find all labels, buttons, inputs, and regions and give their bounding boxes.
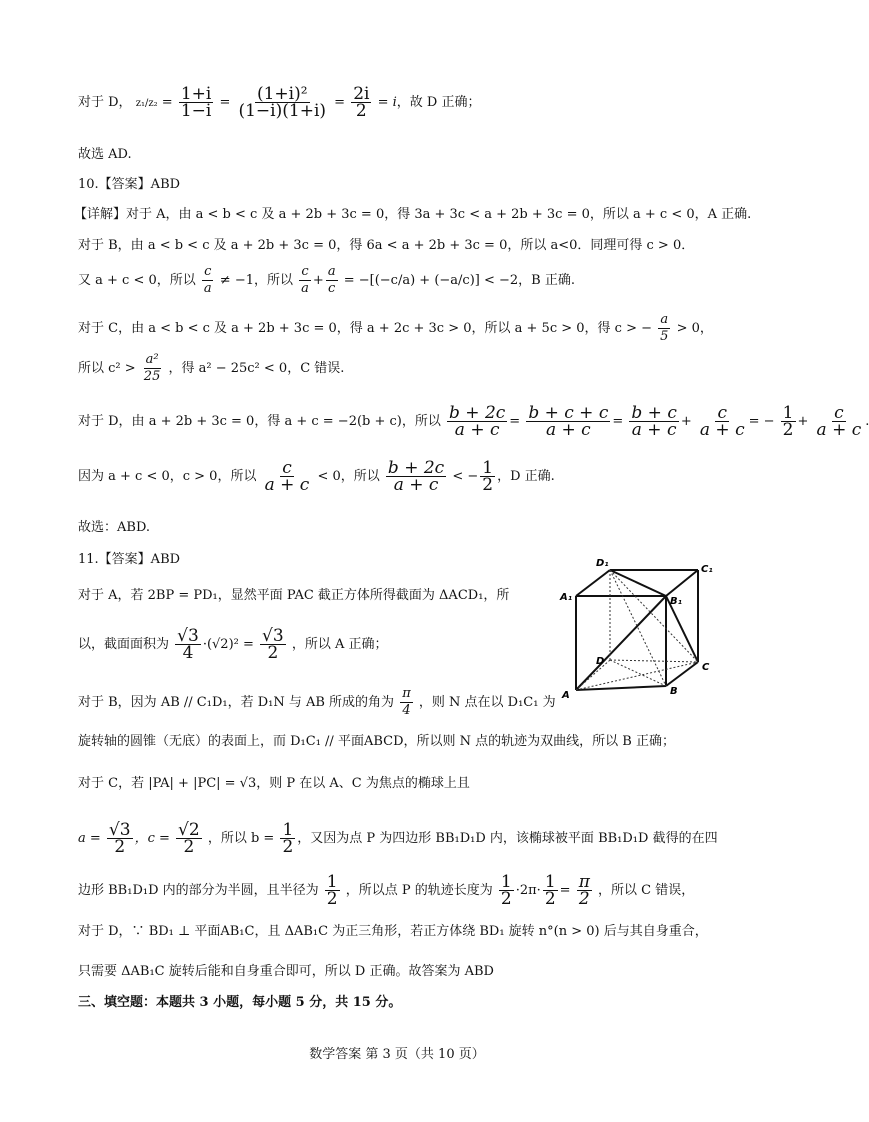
text: < 0，所以 — [317, 469, 380, 484]
line-10-a: 【详解】对于 A，由 a < b < c 及 a + 2b + 3c = 0，得 3a + 3c < a + 2b + 3c = 0，所以 a + c < 0，A 正确. — [74, 207, 752, 222]
line-d9: 对于 D， z₁/z₂ = $\frac{1+i}{1-i}$ = $\frac{\text{(1+i)²}}{(1-i)(1+i)}$ = $\frac{2i}{2}$ = i，故 D 正确； — [78, 84, 481, 121]
line-11-a1: 对于 A，若 2BP = PD₁，显然平面 PAC 截正方体所得截面为 ΔACD₁，所 — [78, 588, 510, 603]
fraction: $\frac{a}{c}$ — [327, 264, 336, 296]
label-D1: D₁ — [596, 558, 609, 569]
text: 对于 D，由 a + 2b + 3c = 0，得 a + c = −2(b + c)，所以 — [78, 414, 441, 429]
fraction: $\frac{2i}{2}$ — [353, 84, 370, 121]
line-11-d1: 对于 D，∵ BD₁ ⊥ 平面AB₁C，且 ΔAB₁C 为正三角形，若正方体绕 BD₁ 旋转 n°(n > 0) 后与其自身重合， — [78, 924, 708, 939]
fraction: $\frac{b + 2c}{a + c}$ — [387, 458, 445, 495]
fraction: $\frac{\pi}{2}$ — [578, 872, 590, 909]
line-10-c2 — [78, 352, 344, 385]
line-11-d2: 只需要 ΔAB₁C 旋转后能和自身重合即可，所以 D 正确。故答案为 ABD — [78, 964, 494, 979]
fraction: $\frac{c}{a + c}$ — [699, 403, 745, 440]
label-C: C — [702, 662, 710, 673]
line-select9: 故选 AD. — [78, 147, 132, 162]
text: ，D 正确. — [497, 469, 555, 484]
fraction: $\frac{c}{a}$ — [301, 264, 309, 296]
fraction: $\frac{b + c + c}{a + c}$ — [528, 403, 609, 440]
line-10-c1 — [78, 312, 713, 345]
text: 边形 BB₁D₁D 内的部分为半圆，且半径为 — [78, 883, 319, 898]
label-A: A — [562, 690, 570, 701]
line-10-b2: 又 a + c < 0，所以 $\frac{c}{a}$ ≠ −1，所以 $\frac{c}{a}$ + $\frac{a}{c}$ = −[(−c/a) + (−a/c)] < −2，B 正确. — [78, 264, 575, 296]
fraction: $\frac{√3}{2}$ — [108, 820, 131, 857]
text: 又 a + c < 0，所以 — [78, 273, 196, 288]
line-11-c2 — [78, 822, 718, 855]
label-C1: C₁ — [701, 564, 713, 575]
cube-figure — [556, 552, 720, 702]
text: ，得 a² − 25c² < 0，C 错误. — [168, 361, 345, 376]
text: ，所以点 P 的轨迹长度为 — [345, 883, 493, 898]
fraction: $\frac{c}{a + c}$ — [816, 403, 862, 440]
answer-10-heading: 10.【答案】ABD — [78, 177, 181, 192]
section-3-heading: 三、填空题：本题共 3 小题，每小题 5 分，共 15 分。 — [78, 995, 402, 1010]
text: 对于 D， — [78, 95, 132, 110]
fraction: $\frac{b + c}{a + c}$ — [631, 403, 677, 440]
fraction: $\frac{\pi}{4}$ — [402, 686, 411, 718]
page-footer: 数学答案 第 3 页（共 10 页） — [309, 1047, 485, 1062]
line-11-b2: 旋转轴的圆锥（无底）的表面上，而 D₁C₁ // 平面ABCD，所以则 N 点的轨迹为双曲线，所以 B 正确； — [78, 734, 675, 749]
text: ，所以 b = — [207, 831, 275, 846]
fraction: $\frac{1}{2}$ — [500, 872, 512, 909]
text: 所以 c² > — [78, 361, 136, 376]
math-text: ·2π· — [515, 883, 541, 898]
text: ，所以 C 错误， — [598, 883, 695, 898]
text: ≠ −1，所以 — [219, 273, 293, 288]
fraction: $\frac{√2}{2}$ — [178, 820, 200, 857]
fraction: $\frac{1}{2}$ — [782, 403, 794, 440]
math-text: = i — [377, 95, 397, 110]
math-text: ，c = — [134, 831, 170, 846]
text: 对于 C，由 a < b < c 及 a + 2b + 3c = 0，得 a + 2c + 3c > 0，所以 a + 5c > 0，得 c > − — [78, 321, 652, 336]
line-11-a2: 以，截面面积为 $\frac{√3}{4}$ ·(√2)² = $\frac{√3}{2}$ ，所以 A 正确； — [78, 626, 388, 663]
label-A1: A₁ — [560, 592, 573, 603]
fraction: $\frac{√3}{2}$ — [262, 626, 284, 663]
math-text: (√2)² — [206, 637, 239, 652]
fraction: $\frac{1}{2}$ — [326, 872, 338, 909]
fraction: $\frac{\text{(1+i)²}}{(1-i)(1+i)}$ — [238, 84, 327, 121]
line-10-d1: 对于 D，由 a + 2b + 3c = 0，得 a + c = −2(b + c)，所以 $\frac{b + 2c}{a + c}$ = $\frac{b + c + c}{a + c}$ = $\frac{b + c}{a + c}$ + $\frac{c}{a + c}$ = − $\frac{1}{2}$ + $\frac{c}{a + c}$ . — [78, 403, 869, 440]
fraction: $\frac{b + 2c}{a + c}$ — [449, 403, 506, 440]
answer-11-heading: 11.【答案】ABD — [78, 552, 181, 567]
line-10-d2 — [78, 460, 555, 493]
fraction: $\frac{√3}{4}$ — [177, 626, 199, 663]
line-11-c3: 边形 BB₁D₁D 内的部分为半圆，且半径为 $\frac{1}{2}$ ，所以点 P 的轨迹长度为 $\frac{1}{2}$ ·2π· $\frac{1}{2}$ = $\frac{\pi}{2}$ ，所以 C 错误， — [78, 872, 695, 909]
fraction: $\frac{c}{a}$ — [203, 264, 212, 296]
text: 以，截面面积为 — [78, 637, 170, 652]
fraction: $\frac{c}{a + c}$ — [264, 458, 310, 495]
text: ，又因为点 P 为四边形 BB₁D₁D 内，该椭球被平面 BB₁D₁D 截得的在四 — [297, 831, 718, 846]
text: > 0， — [676, 321, 713, 336]
fraction: $\frac{\text{a²}}{25}$ — [143, 352, 161, 384]
line-11-c1: 对于 C，若 |PA| + |PC| = √3，则 P 在以 A、C 为焦点的椭球上且 — [78, 776, 470, 791]
fraction: $\frac{1}{2}$ — [482, 458, 494, 495]
z-ratio: z₁/z₂ — [135, 98, 158, 109]
label-B: B — [670, 686, 678, 697]
text: ，所以 A 正确； — [291, 637, 388, 652]
text: ，则 N 点在以 D₁C₁ 为 — [418, 695, 556, 710]
fraction: $\frac{a}{5}$ — [660, 312, 669, 344]
text: 对于 B，因为 AB // C₁D₁，若 D₁N 与 AB 所成的角为 — [78, 695, 395, 710]
label-D: D — [596, 656, 605, 667]
text: 因为 a + c < 0，c > 0，所以 — [78, 469, 257, 484]
line-10-b1: 对于 B，由 a < b < c 及 a + 2b + 3c = 0，得 6a < a + 2b + 3c = 0，所以 a<0．同理可得 c > 0． — [78, 238, 695, 253]
label-B1: B₁ — [670, 596, 683, 607]
text: ，故 D 正确； — [396, 95, 481, 110]
fraction: $\frac{1+i}{1-i}$ — [180, 84, 212, 121]
text: . — [865, 414, 869, 429]
math-text: a = — [78, 831, 101, 846]
fraction: $\frac{1}{2}$ — [282, 820, 294, 857]
text: < −2，B 正确. — [483, 273, 575, 288]
math-text: = −[(−c/a) + (−a/c)] — [343, 273, 480, 288]
line-select10: 故选：ABD. — [78, 520, 151, 535]
text: < − — [452, 469, 479, 484]
line-11-b1 — [78, 686, 556, 719]
fraction: $\frac{1}{2}$ — [544, 872, 556, 909]
